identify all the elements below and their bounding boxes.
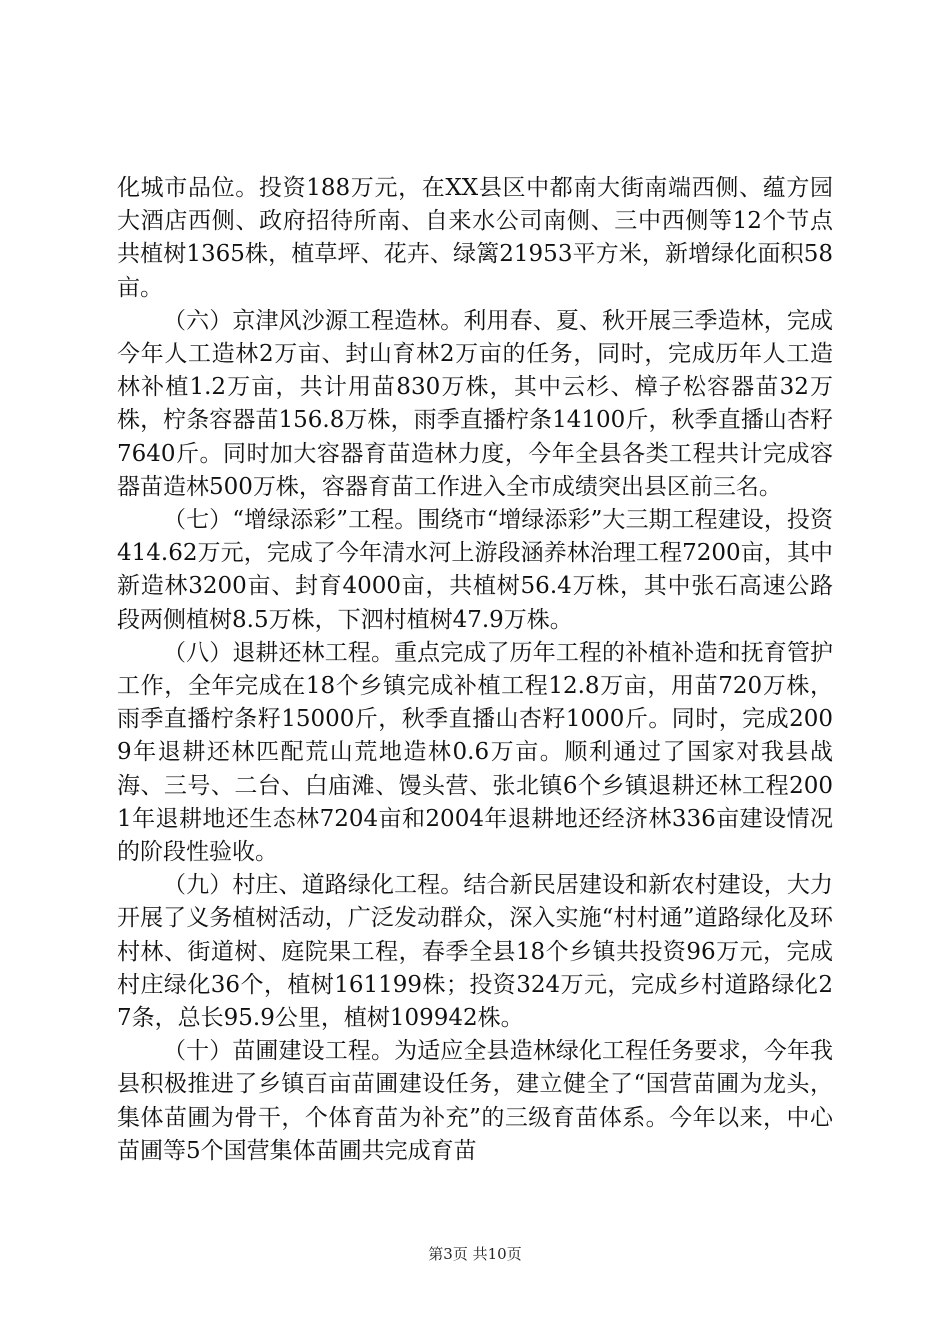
paragraph-continuation: 化城市品位。投资188万元，在XX县区中都南大街南端西侧、蕴方园大酒店西侧、政府招待所南、自来水公司南侧、三中西侧等12个节点共植树1365株，植草坪、花卉、绿篱21953平方米，新增绿化面积58亩。 [117, 175, 833, 301]
paragraph-section-8: （八）退耕还林工程。重点完成了历年工程的补植补造和抚育管护工作，全年完成在18个乡镇完成补植工程12.8万亩，用苗720万株，雨季直播柠条籽15000斤，秋季直播山杏籽1000斤。同时，完成2009年退耕还林匹配荒山荒地造林0.6万亩。顺利通过了国家对我县战海、三号、二台、白庙滩、馒头营、张北镇6个乡镇退耕还林工程2001年退耕地还生态林7204亩和2004年退耕地还经济林336亩建设情况的阶段性验收。 [117, 639, 833, 866]
paragraph-section-10: （十）苗圃建设工程。为适应全县造林绿化工程任务要求，今年我县积极推进了乡镇百亩苗圃建设任务，建立健全了“国营苗圃为龙头，集体苗圃为骨干，个体育苗为补充”的三级育苗体系。今年以来，中心苗圃等5个国营集体苗圃共完成育苗 [117, 1038, 833, 1164]
paragraph-section-6: （六）京津风沙源工程造林。利用春、夏、秋开展三季造林，完成今年人工造林2万亩、封山育林2万亩的任务，同时，完成历年人工造林补植1.2万亩，共计用苗830万株，其中云杉、樟子松容器苗32万株，柠条容器苗156.8万株，雨季直播柠条14100斤，秋季直播山杏籽7640斤。同时加大容器育苗造林力度，今年全县各类工程共计完成容器苗造林500万株，容器育苗工作进入全市成绩突出县区前三名。 [117, 307, 833, 500]
paragraph-section-9: （九）村庄、道路绿化工程。结合新民居建设和新农村建设，大力开展了义务植树活动，广泛发动群众，深入实施“村村通”道路绿化及环村林、街道树、庭院果工程，春季全县18个乡镇共投资96万元，完成村庄绿化36个，植树161199株；投资324万元，完成乡村道路绿化27条，总长95.9公里，植树109942株。 [117, 872, 833, 1032]
document-body [117, 172, 833, 1168]
paragraph-section-7: （七）“增绿添彩”工程。围绕市“增绿添彩”大三期工程建设，投资414.62万元，完成了今年清水河上游段涵养林治理工程7200亩，其中新造林3200亩、封育4000亩，共植树56.4万株，其中张石高速公路段两侧植树8.5万株，下泗村植树47.9万株。 [117, 507, 833, 633]
page-number-footer: 第3页 共10页 [428, 1245, 522, 1263]
